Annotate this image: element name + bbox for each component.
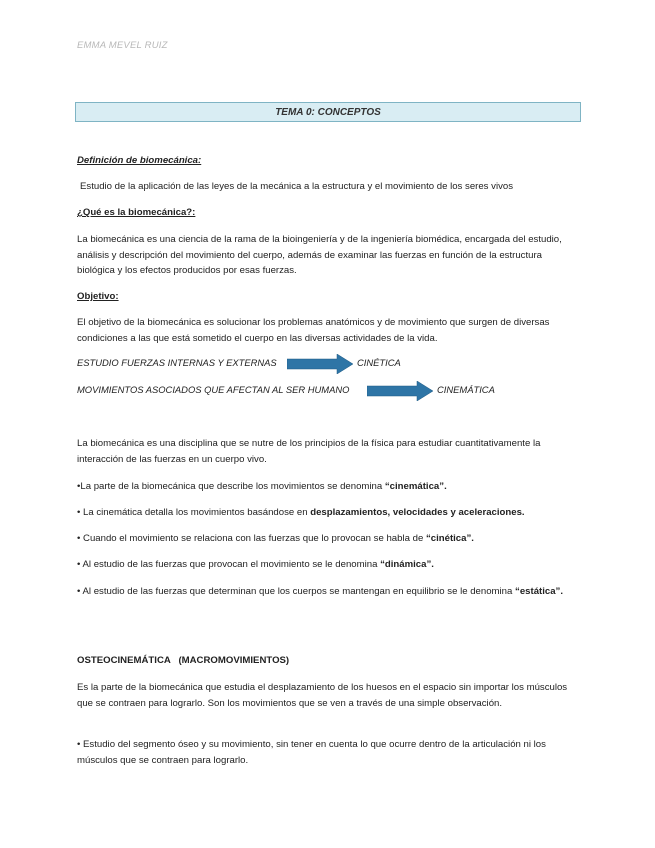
bullet-item [77, 557, 577, 573]
mapping-right-text: CINÉTICA [357, 357, 401, 368]
mapping-row [77, 354, 577, 374]
author-header: EMMA MEVEL RUIZ [77, 40, 168, 51]
bullet-item [77, 479, 577, 495]
bullet-item [77, 531, 577, 547]
objective-text: El objetivo de la biomecánica es solucionar los problemas anatómicos y de movimiento que surgen de diversas condiciones a las que está sometido el cuerpo en las diversas actividades de la vida. [77, 317, 550, 344]
bullet-item [77, 584, 577, 600]
osteo-bullet: • Estudio del segmento óseo y su movimiento, sin tener en cuenta lo que ocurre dentro de la articulación ni los músculos que se contraen para lograrlo. [77, 739, 546, 766]
bullet-item [77, 505, 577, 521]
bullet-term: desplazamientos, velocidades y aceleraciones. [310, 507, 525, 518]
bullet-text: •La parte de la biomecánica que describe los movimientos se denomina [77, 481, 385, 492]
osteo-heading: OSTEOCINEMÁTICA (MACROMOVIMIENTOS) [77, 655, 290, 666]
what-is-heading: ¿Qué es la biomecánica?: [77, 207, 196, 218]
what-is-text: La biomecánica es una ciencia de la rama de la bioingeniería y de la ingeniería biomédica, encargada del estudio, análisis y descripción del movimiento del cuerpo, además de examinar las fuerzas en función de la estructura biológica y los efectos producidos por esas fuerzas. [77, 234, 562, 276]
right-arrow-icon [367, 381, 433, 401]
right-arrow-icon [287, 354, 353, 374]
objective-heading: Objetivo: [77, 291, 119, 302]
osteo-text: Es la parte de la biomecánica que estudia el desplazamiento de los huesos en el espacio sin importar los músculos que se contraen para lograrlo. Son los movimientos que se ven a través de una simple observación. [77, 682, 568, 709]
bullet-term: “estática”. [515, 586, 564, 597]
mapping-right-text: CINEMÁTICA [437, 384, 495, 395]
bullet-term: “cinemática”. [384, 481, 447, 492]
mapping-row [77, 381, 577, 401]
mapping-left-text: MOVIMIENTOS ASOCIADOS QUE AFECTAN AL SER HUMANO [77, 384, 350, 395]
discipline-text: La biomecánica es una disciplina que se nutre de los principios de la física para estudiar cuantitativamente la interacción de las fuerzas en un cuerpo vivo. [77, 438, 541, 465]
definition-heading: Definición de biomecánica: [77, 155, 202, 166]
bullet-term: “cinética”. [425, 533, 474, 544]
bullet-text: • Al estudio de las fuerzas que determinan que los cuerpos se mantengan en equilibrio se le denomina [77, 586, 516, 597]
bullet-term: “dinámica”. [380, 559, 434, 570]
section-title-text: TEMA 0: CONCEPTOS [275, 106, 381, 118]
bullet-text: • Cuando el movimiento se relaciona con las fuerzas que lo provocan se habla de [77, 533, 426, 544]
mapping-left-text: ESTUDIO FUERZAS INTERNAS Y EXTERNAS [77, 357, 277, 368]
bullet-text: • Al estudio de las fuerzas que provocan el movimiento se le denomina [77, 559, 381, 570]
bullet-text: • La cinemática detalla los movimientos basándose en [77, 507, 311, 518]
definition-text: Estudio de la aplicación de las leyes de la mecánica a la estructura y el movimiento de los seres vivos [80, 181, 514, 192]
section-title [75, 102, 581, 122]
